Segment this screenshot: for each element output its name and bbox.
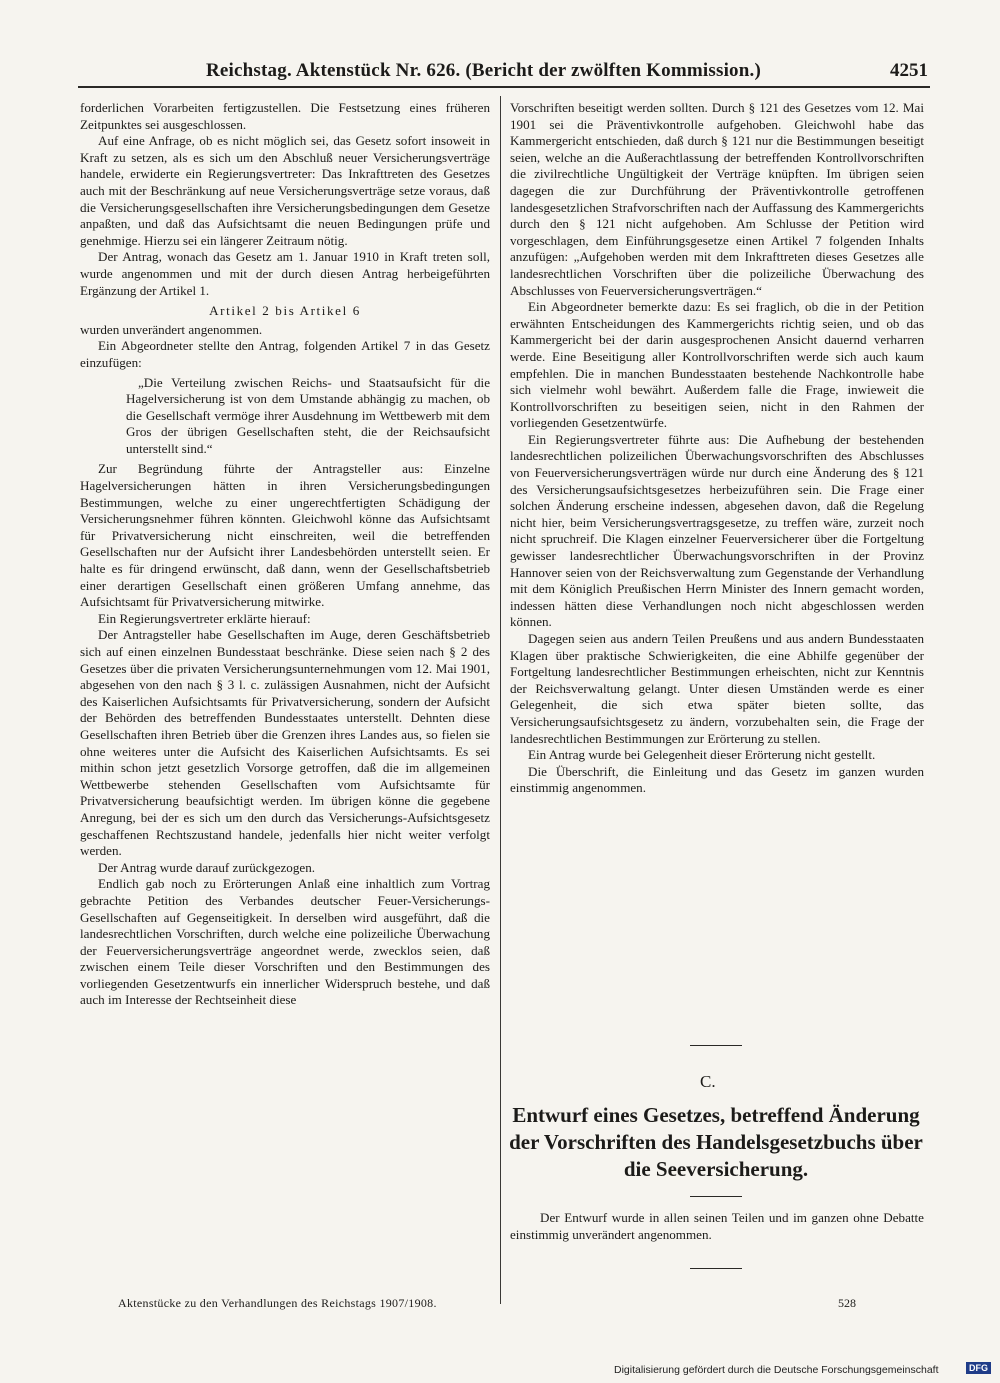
digitization-notice: Digitalisierung gefördert durch die Deutsche Forschungsgemeinschaft <box>614 1364 939 1376</box>
dfg-logo: DFG <box>966 1362 991 1374</box>
paragraph: forderlichen Vorarbeiten fertigzustellen. Die Festsetzung eines früheren Zeitpunktes sei ausgeschlossen. <box>80 100 490 132</box>
right-column <box>510 100 924 797</box>
paragraph: wurden unverändert angenommen. <box>80 321 263 337</box>
paragraph: Ein Antrag wurde bei Gelegenheit dieser Erörterung nicht gestellt. <box>528 747 876 763</box>
column-divider <box>500 96 501 1304</box>
block-quote: „Die Verteilung zwischen Reichs- und Staatsaufsicht für die Hagelversicherung ist von dem Umstande abhängig zu machen, ob die Gesellschaft vermöge ihrer Ausdehnung im Wettbewerb mit dem Gros der übrigen Gesellschaften steht, die der Reichsaufsicht unterstellt sind.“ <box>126 374 490 456</box>
section-divider <box>690 1196 742 1197</box>
paragraph: Vorschriften beseitigt werden sollten. Durch § 121 des Gesetzes vom 12. Mai 1901 sei die Präventivkontrolle aufgehoben. Gleichwohl habe das Kammergericht entschieden, daß durch § 121 nur die Bestimmungen beseitigt seien, welche an die Außerachtlassung der betreffenden Kontrollvorschriften die zivilrechtliche Ungültigkeit der Verträge knüpften. Im übrigen seien dagegen die zur Durchführung der Präventivkontrolle getroffenen landesgesetzlichen Strafvorschriften nach der Auffassung des Kammergerichts durch den § 121 nicht aufgehoben. Am Schlusse der Petition wird vorgeschlagen, dem Einführungsgesetze einen Artikel 7 folgenden Inhalts anzufügen: „Aufgehoben werden mit dem Inkrafttreten dieses Gesetzes alle landesrechtlichen Vorschriften über die polizeiliche Überwachung des Abschlusses von Feuerversicherungsverträgen.“ <box>510 100 924 298</box>
paragraph: Der Antragsteller habe Gesellschaften im Auge, deren Geschäftsbetrieb sich auf einen einzelnen Bundesstaat beschränke. Diese seien nach § 2 des Gesetzes über die privaten Versicherungsunternehmungen vom 12. Mai 1901, abgesehen von den nach § 3 l. c. zulässigen Ausnahmen, nicht der Aufsicht des Kaiserlichen Aufsichtsamts für Privatversicherung, sondern der Aufsicht der Behörden des betreffenden Bundesstaates unterstellt. Dehnten diese Gesellschaften ihren Betrieb über die Grenzen ihres Landes aus, so fielen sie ohne weiteres unter die Aufsicht des Kaiserlichen Aufsichtsamts. Es sei mithin schon jetzt gesetzlich Vorsorge getroffen, daß die im allgemeinen Wettbewerbe stehenden Gesellschaften vom Aufsichtsamte für Privatversicherung beaufsichtigt werden. Im übrigen könne die gegebene Anregung, bei der es sich um den durch das Versicherungs-Aufsichtsgesetz geschaffenen Rechtszustand handele, jedenfalls hier nicht weiter verfolgt werden. <box>80 627 490 859</box>
paragraph: Ein Abgeordneter bemerkte dazu: Es sei fraglich, ob die in der Petition erwähnten Entscheidungen des Kammergerichts richtig seien, und ob das Kammergericht bei der darin ausgesprochenen Ansicht dauernd verharren werde. Eine Beseitigung aller Kontrollvorschriften werde sich auch kaum empfehlen. Die in manchen Bundesstaaten bestehende Nachkontrolle habe sich vielmehr wohl bewährt. Außerdem falle die Frage, inwieweit die Kontrollvorschriften zu beseitigen seien, nicht in den Rahmen der vorliegenden Gesetzentwürfe. <box>510 299 924 431</box>
paragraph: Endlich gab noch zu Erörterungen Anlaß eine inhaltlich zum Vortrag gebrachte Petition des Verbandes deutscher Feuer-Versicherungs-Gesellschaften auf Gegenseitigkeit. In derselben wird ausgeführt, daß die landesrechtlichen Vorschriften, durch welche eine polizeiliche Überwachung der Feuerversicherungsverträge angeordnet werde, zwecklos seien, daß zwischen einem Teile dieser Vorschriften und den Bestimmungen des vorliegenden Gesetzentwurfs ein innerlicher Widerspruch bestehe, und daß auch im Interesse der Rechtseinheit diese <box>80 876 490 1008</box>
footer-number: 528 <box>838 1296 856 1310</box>
paragraph: Ein Regierungsvertreter erklärte hierauf: <box>98 610 311 626</box>
header-title: Reichstag. Aktenstück Nr. 626. (Bericht der zwölften Kommission.) <box>206 60 761 81</box>
section-body <box>510 1210 924 1243</box>
page-header <box>78 58 930 88</box>
page-number: 4251 <box>890 60 928 81</box>
section-letter: C. <box>700 1072 716 1091</box>
paragraph: Ein Regierungsvertreter führte aus: Die Aufhebung der bestehenden landesrechtlichen polizeilichen Überwachungsvorschriften des Abschlusses von Feuerversicherungsverträgen würde nur durch eine Änderung des § 121 des Versicherungsaufsichtsgesetzes herbeizuführen sein. Die Frage einer solchen Änderung erscheine indessen, abgesehen davon, daß die Regelung nicht hier, beim Versicherungsvertragsgesetze, zu treffen wäre, zurzeit noch nicht spruchreif. Die Klagen einzelner Feuerversicherer über die Fortgeltung gewisser landesrechtlicher Überwachungsvorschriften in der Provinz Hannover seien von der Reichsverwaltung zum Gegenstande der Verhandlung mit dem Königlich Preußischen Herrn Minister des Innern gemacht worden, indessen hätten diese Verhandlungen noch nicht abgeschlossen werden können. <box>510 431 924 630</box>
paragraph: Dagegen seien aus andern Teilen Preußens und aus andern Bundesstaaten Klagen über praktische Schwierigkeiten, die eine Abhilfe gegenüber der Fortgeltung landesrechtlicher Bestimmungen erheischten, nicht zur Kenntnis der Reichsverwaltung gelangt. Unter diesen Umständen werde es einer Gelegenheit, die sich etwa später bieten sollte, das Versicherungsaufsichtsgesetz zu ändern, vorzubehalten sein, die Frage der landesrechtlichen Bestimmungen zur Erörterung zu stellen. <box>510 631 924 746</box>
paragraph: Auf eine Anfrage, ob es nicht möglich sei, das Gesetz sofort insoweit in Kraft zu setzen, als es sich um den Abschluß neuer Versicherungsverträge handele, erwiderte ein Regierungsvertreter: Das Inkrafttreten des Gesetzes auch mit der Beschränkung auf neue Versicherungsverträge setze voraus, daß die Versicherungsgesellschaften ihre Versicherungsbedingungen dem Gesetze anpaßten, und daß das Aufsichtsamt die neuen Bedingungen prüfe und genehmige. Hierzu sei ein längerer Zeitraum nötig. <box>80 133 490 248</box>
paragraph: Der Antrag, wonach das Gesetz am 1. Januar 1910 in Kraft treten soll, wurde angenommen und mit der durch diesen Antrag herbeigeführten Ergänzung der Artikel 1. <box>80 249 490 298</box>
paragraph: Zur Begründung führte der Antragsteller aus: Einzelne Hagelversicherungen hätten in ihren Versicherungsbedingungen Bestimmungen, welche zu einer ungerechtfertigten Schädigung der Versicherungsnehmer führen könnten. Gleichwohl könne das Aufsichtsamt für Privatversicherung nicht einschreiten, weil die betreffenden Gesellschaften nur der Aufsicht ihrer Landesbehörden unterstellt seien. Er halte es für dringend erwünscht, daß dann, wenn der Gesellschaftsbetrieb einer derartigen Gesellschaft einen größeren Umfang annehme, das Aufsichtsamt für Privatversicherung mitwirke. <box>80 461 490 610</box>
section-divider <box>690 1045 742 1046</box>
paragraph: Ein Abgeordneter stellte den Antrag, folgenden Artikel 7 in das Gesetz einzufügen: <box>80 338 490 370</box>
paragraph: Die Überschrift, die Einleitung und das Gesetz im ganzen wurden einstimmig angenommen. <box>510 763 924 796</box>
left-column <box>80 100 490 1009</box>
article-heading: Artikel 2 bis Artikel 6 <box>209 303 361 319</box>
section-heading: Entwurf eines Gesetzes, betreffend Änderung der Vorschriften des Handelsgesetzbuchs über die Seeversicherung. <box>509 1103 923 1181</box>
paragraph: Der Antrag wurde darauf zurückgezogen. <box>98 859 316 875</box>
footer-source: Aktenstücke zu den Verhandlungen des Reichstags 1907/1908. <box>118 1296 437 1310</box>
section-divider <box>690 1268 742 1269</box>
paragraph: Der Entwurf wurde in allen seinen Teilen und im ganzen ohne Debatte einstimmig unverändert angenommen. <box>510 1210 924 1242</box>
